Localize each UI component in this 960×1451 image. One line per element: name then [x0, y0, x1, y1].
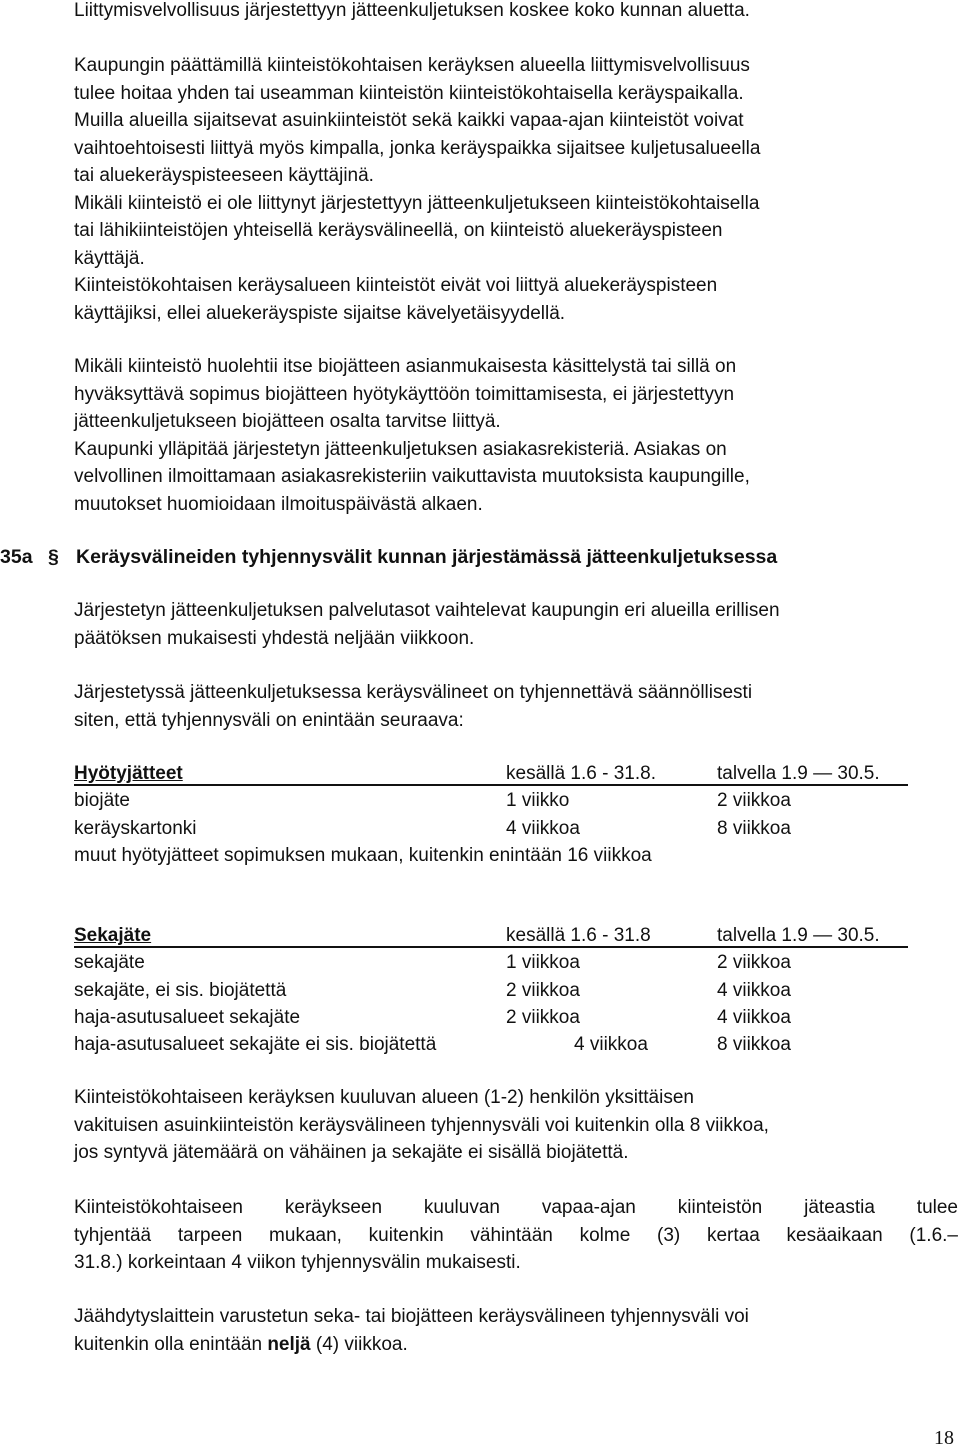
text-line: Muilla alueilla sijaitsevat asuinkiinteistöt sekä kaikki vapaa-ajan kiinteistöt voivat	[74, 110, 744, 131]
summer-interval: 4 viikkoa	[506, 817, 580, 839]
text-line: Liittymisvelvollisuus järjestettyyn jätteenkuljetuksen koskee koko kunnan aluetta.	[74, 0, 750, 21]
col-summer-header: kesällä 1.6 - 31.8	[506, 925, 651, 946]
palvelutaso-paragraph	[74, 597, 960, 652]
table-row	[74, 787, 914, 814]
text-line: käyttäjä.	[74, 247, 145, 269]
col-summer-header: kesällä 1.6 - 31.8.	[506, 763, 656, 784]
page-number: 18	[934, 1427, 954, 1449]
text-line: Kiinteistökohtaiseen keräyksen kuuluvan alueen (1-2) henkilön yksittäisen	[74, 1087, 694, 1108]
text-fragment: (4) viikkoa.	[310, 1333, 408, 1355]
text-line: vakituisen asuinkiinteistön keräysvälineen tyhjennysväli voi kuitenkin olla 8 viikkoa,	[74, 1114, 769, 1136]
winter-interval: 4 viikkoa	[717, 979, 791, 1001]
text-line: 31.8.) korkeintaan 4 viikon tyhjennysvälin mukaisesti.	[74, 1252, 521, 1273]
table-row	[74, 1004, 914, 1031]
col-winter-header: talvella 1.9 — 30.5.	[717, 763, 880, 784]
text-fragment: kuitenkin olla enintään	[74, 1333, 268, 1355]
text-line: tyhjentää tarpeen mukaan, kuitenkin vähintään kolme (3) kertaa kesäaikaan (1.6.–	[74, 1224, 958, 1246]
text-line: Järjestetyssä jätteenkuljetuksessa keräysvälineet on tyhjennettävä säännöllisesti	[74, 682, 753, 703]
yksittainen-paragraph	[74, 1084, 960, 1167]
section-number: 35a	[0, 546, 33, 568]
table-note-row	[74, 842, 914, 869]
waste-type: sekajäte, ei sis. biojätettä	[74, 979, 287, 1001]
text-line: Järjestetyn jätteenkuljetuksen palvelutasot vaihtelevat kaupungin eri alueilla erillisen	[74, 600, 780, 621]
table-row	[74, 949, 914, 976]
vapaa-ajan-paragraph	[74, 1194, 958, 1277]
text-line: jos syntyvä jätemäärä on vähäinen ja sekajäte ei sisällä biojätettä.	[74, 1142, 629, 1163]
summer-interval: 2 viikkoa	[506, 1006, 580, 1028]
winter-interval: 8 viikkoa	[717, 817, 791, 839]
table-row	[74, 977, 914, 1004]
tyhjennysvali-paragraph	[74, 679, 960, 734]
text-line: Kaupunki ylläpitää järjestetyn jätteenkuljetuksen asiakasrekisteriä. Asiakas on	[74, 438, 727, 460]
text-line: Mikäli kiinteistö ei ole liittynyt järjestettyyn jätteenkuljetukseen kiinteistökohtaisella	[74, 192, 760, 214]
winter-interval: 2 viikkoa	[717, 952, 791, 974]
text-line: päätöksen mukaisesti yhdestä neljään viikkoon.	[74, 627, 475, 649]
text-line: jätteenkuljetukseen biojätteen osalta tarvitse liittyä.	[74, 411, 501, 432]
text-line: Kaupungin päättämillä kiinteistökohtaisen keräyksen alueella liittymisvelvollisuus	[74, 55, 750, 76]
waste-type: haja-asutusalueet sekajäte	[74, 1006, 301, 1028]
table-row	[74, 815, 914, 842]
table-note: muut hyötyjätteet sopimuksen mukaan, kuitenkin enintään 16 viikkoa	[74, 844, 652, 866]
waste-type: haja-asutusalueet sekajäte ei sis. biojätettä	[74, 1034, 437, 1056]
intro-paragraph	[74, 0, 960, 25]
summer-interval: 1 viikko	[506, 790, 570, 812]
text-line: Kiinteistökohtaiseen keräykseen kuuluvan vapaa-ajan kiinteistön jäteastia tulee	[74, 1197, 958, 1218]
summer-interval: 2 viikkoa	[506, 979, 580, 1001]
sekajate-table	[74, 922, 914, 1058]
text-line: tulee hoitaa yhden tai useamman kiinteistön kiinteistökohtaisella keräyspaikalla.	[74, 82, 744, 104]
waste-type: keräyskartonki	[74, 817, 197, 839]
table-row	[74, 1031, 914, 1058]
liittymis-paragraph	[74, 52, 960, 327]
winter-interval: 2 viikkoa	[717, 790, 791, 812]
table-header-row	[74, 922, 914, 949]
table-title: Hyötyjätteet	[74, 763, 183, 784]
winter-interval: 8 viikkoa	[717, 1034, 791, 1056]
section-title: Keräysvälineiden tyhjennysvälit kunnan järjestämässä jätteenkuljetuksessa	[76, 546, 778, 568]
text-line: tai aluekeräyspisteeseen käyttäjinä.	[74, 165, 374, 186]
text-line: Mikäli kiinteistö huolehtii itse biojätteen asianmukaisesta käsittelystä tai sillä on	[74, 356, 737, 377]
waste-type: sekajäte	[74, 952, 145, 974]
header-underline	[74, 784, 908, 786]
section-sign: §	[48, 546, 59, 568]
summer-interval: 1 viikkoa	[506, 952, 580, 974]
header-underline	[74, 946, 908, 948]
winter-interval: 4 viikkoa	[717, 1006, 791, 1028]
text-line	[74, 1331, 960, 1359]
jaahdytys-paragraph	[74, 1303, 960, 1358]
waste-type: biojäte	[74, 790, 130, 812]
text-line: siten, että tyhjennysväli on enintään seuraava:	[74, 709, 464, 731]
text-line: käyttäjiksi, ellei aluekeräyspiste sijaitse kävelyetäisyydellä.	[74, 302, 566, 324]
text-line: Jäähdytyslaittein varustetun seka- tai biojätteen keräysvälineen tyhjennysväli voi	[74, 1306, 749, 1327]
table-header-row	[74, 760, 914, 787]
hyotyjate-table	[74, 760, 914, 869]
text-line: tai lähikiinteistöjen yhteisellä keräysvälineellä, on kiinteistö aluekeräyspisteen	[74, 220, 723, 241]
text-line: Kiinteistökohtaisen keräysalueen kiinteistöt eivät voi liittyä aluekeräyspisteen	[74, 275, 718, 296]
text-line: muutokset huomioidaan ilmoituspäivästä alkaen.	[74, 493, 483, 515]
text-line: vaihtoehtoisesti liittyä myös kimpalla, jonka keräyspaikka sijaitsee kuljetusalueella	[74, 137, 761, 159]
col-winter-header: talvella 1.9 — 30.5.	[717, 925, 880, 946]
table-title: Sekajäte	[74, 925, 152, 946]
emphasis-word: neljä	[267, 1333, 311, 1355]
text-line: velvollinen ilmoittamaan asiakasrekisteriin vaikuttavista muutoksista kaupungille,	[74, 466, 750, 487]
text-line: hyväksyttävä sopimus biojätteen hyötykäyttöön toimittamisesta, ei järjestettyyn	[74, 383, 735, 405]
summer-interval: 4 viikkoa	[574, 1034, 648, 1056]
biojate-paragraph	[74, 353, 960, 518]
